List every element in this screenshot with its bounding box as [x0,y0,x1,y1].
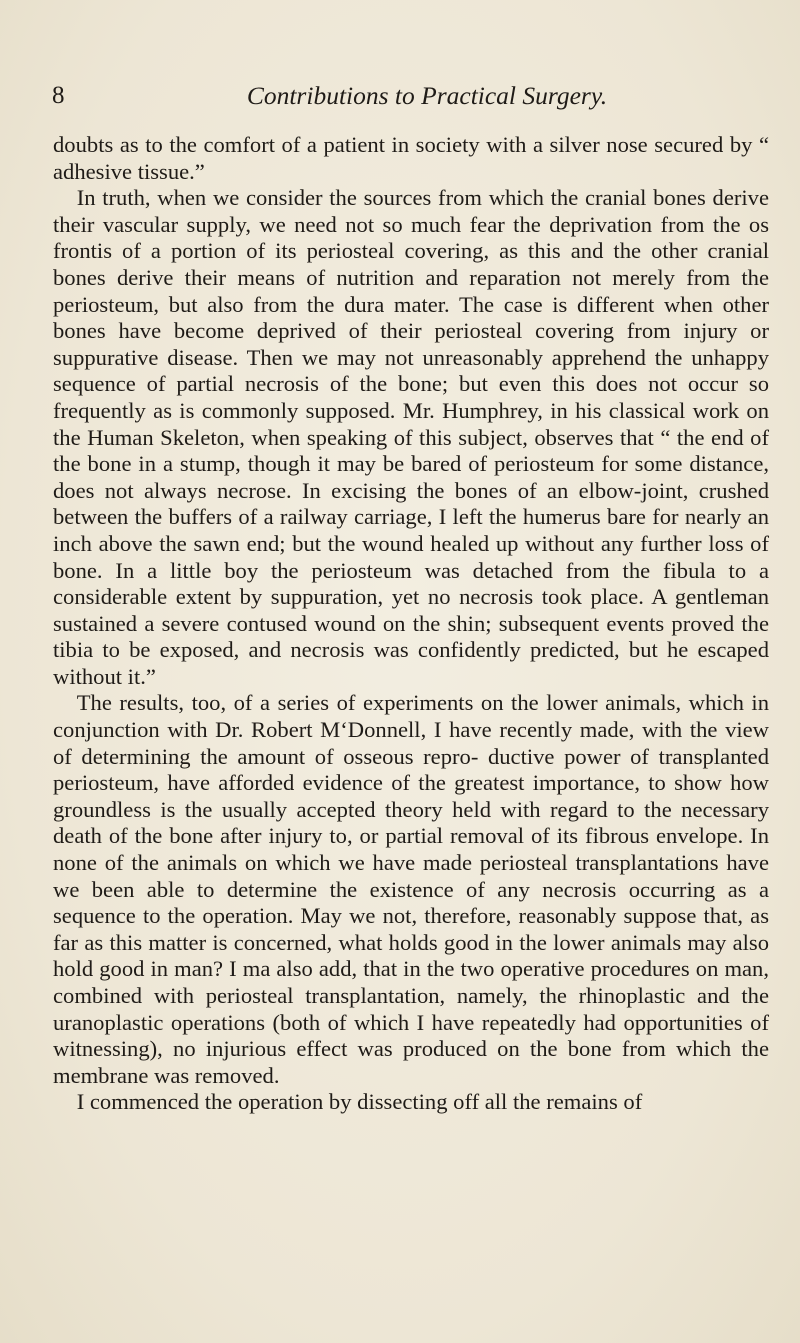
paragraph-experiments: The results, too, of a series of experiments on the lower animals, which in conjunction with Dr. Robert M‘Donnell, I have recently made, with the view of determining the amount of osseous repro- ductive power of transplanted periosteum, have afforded evidence of the greatest importance, to show how groundless is the usually accepted theory held with regard to the necessary death of the bone after injury to, or partial removal of its fibrous envelope. In none of the animals on which we have made periosteal transplantations have we been able to determine the existence of any necrosis occurring as a sequence to the operation. May we not, therefore, reasonably suppose that, as far as this matter is concerned, what holds good in the lower animals may also hold good in man? I ma also add, that in the two operative procedures on man, combined with periosteal transplantation, namely, the rhinoplastic and the uranoplastic operations (both of which I have repeatedly had opportunities of witnessing), no injurious effect was produced on the bone from which the membrane was removed. [53,690,769,1088]
paragraph-cranial-bones: In truth, when we consider the sources from which the cranial bones derive their vascular supply, we need not so much fear the deprivation from the os frontis of a portion of its periosteal covering, as this and the other cranial bones derive their means of nutrition and reparation not merely from the periosteum, but also from the dura mater. The case is different when other bones have become deprived of their periosteal covering from injury or suppurative disease. Then we may not unreasonably apprehend the unhappy sequence of partial necrosis of the bone; but even this does not occur so frequently as is commonly supposed. Mr. Humphrey, in his classical work on the Human Skeleton, when speaking of this subject, observes that “ the end of the bone in a stump, though it may be bared of periosteum for some distance, does not always necrose. In excising the bones of an elbow-joint, crushed between the buffers of a railway carriage, I left the humerus bare for nearly an inch above the sawn end; but the wound healed up without any further loss of bone. In a little boy the periosteum was detached from the fibula to a considerable extent by suppuration, yet no necrosis took place. A gentleman sustained a severe contused wound on the shin; subsequent events proved the tibia to be exposed, and necrosis was confidently predicted, but he escaped without it.” [53,185,769,689]
paragraph-continued: doubts as to the comfort of a patient in society with a silver nose secured by “ adhesive tissue.” [53,132,769,184]
running-title: Contributions to Practical Surgery. [246,81,608,110]
page-number: 8 [52,82,65,109]
page-header [52,76,772,116]
paragraph-operation: I commenced the operation by dissecting off all the remains of [76,1089,643,1115]
body-text [53,132,769,1116]
